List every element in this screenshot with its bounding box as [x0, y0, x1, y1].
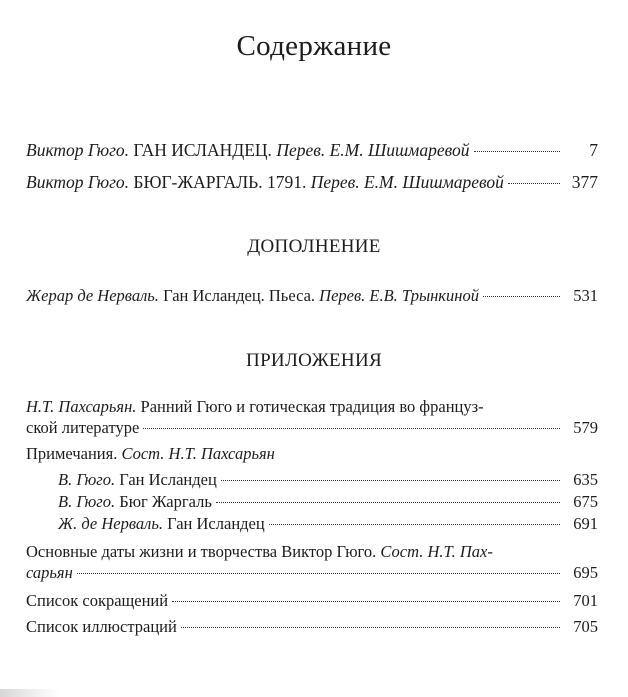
entry-work: БЮГ-ЖАРГАЛЬ. 1791. [133, 172, 307, 192]
page-title: Содержание [236, 30, 392, 62]
entry-compiler: Сост. Н.Т. Пахсарьян [121, 444, 275, 463]
entry-page: 635 [573, 470, 598, 489]
leader-dots [474, 151, 561, 152]
leader-dots [483, 296, 560, 297]
entry-page: 705 [573, 617, 598, 636]
entry-compiler: Сост. Н.Т. Пах- [380, 542, 493, 561]
leader-dots [77, 573, 560, 574]
entry-author: Виктор Гюго. [26, 140, 130, 160]
entry-label: Примечания. [26, 444, 118, 463]
entry-author: В. Гюго. [58, 470, 116, 489]
section-heading-appendix: ПРИЛОЖЕНИЯ [246, 350, 382, 371]
entry-work: Ган Исландец [167, 514, 265, 533]
entry-work: Ган Исландец [119, 470, 217, 489]
entry-author: Жерар де Нерваль. [26, 286, 159, 305]
entry-page: 691 [573, 514, 598, 533]
scan-edge-mark [0, 689, 60, 697]
entry-page: 377 [571, 172, 598, 192]
entry-work: Бюг Жаргаль [119, 492, 212, 511]
entry-author: Ж. де Нерваль. [58, 514, 163, 533]
entry-author: Н.Т. Пахсарьян. [26, 397, 137, 416]
toc-subentry-notes-gan[interactable] [58, 469, 598, 490]
leader-dots [172, 601, 560, 602]
entry-translator: Перев. Е.В. Трынкиной [319, 286, 479, 305]
entry-title-line2: сарьян [26, 563, 73, 582]
entry-label: Список сокращений [26, 591, 169, 610]
entry-author: В. Гюго. [58, 492, 116, 511]
toc-entry-nerval-play[interactable] [26, 285, 598, 306]
entry-page: 675 [573, 492, 598, 511]
entry-title-line2: ской литературе [26, 418, 140, 437]
toc-entry-abbreviations[interactable] [26, 590, 598, 611]
toc-entry-illustrations[interactable] [26, 616, 598, 637]
leader-dots [216, 502, 560, 503]
entry-title-line1: Основные даты жизни и творчества Виктор Гюго. [26, 542, 377, 561]
entry-page: 695 [573, 563, 598, 582]
entry-work: ГАН ИСЛАНДЕЦ. [133, 140, 272, 160]
entry-label: Список иллюстраций [26, 617, 177, 636]
entry-work: Ган Исландец. Пьеса. [163, 286, 316, 305]
entry-title-line1: Ранний Гюго и готическая традиция во француз- [140, 397, 484, 416]
toc-subentry-notes-nerval[interactable] [58, 513, 598, 534]
toc-entry-dates[interactable] [26, 541, 598, 583]
toc-subentry-notes-bug[interactable] [58, 491, 598, 512]
leader-dots [181, 627, 560, 628]
entry-page: 579 [573, 418, 598, 437]
entry-page: 531 [573, 286, 598, 305]
entry-page: 701 [573, 591, 598, 610]
leader-dots [143, 428, 560, 429]
leader-dots [221, 480, 560, 481]
entry-page: 7 [589, 140, 598, 160]
section-heading-addition: ДОПОЛНЕНИЕ [247, 236, 381, 257]
entry-author: Виктор Гюго. [26, 172, 130, 192]
toc-entry-essay[interactable] [26, 396, 598, 438]
toc-entry-notes[interactable] [26, 443, 598, 464]
entry-translator: Перев. Е.М. Шишмаревой [276, 140, 470, 160]
toc-entry-bug-jargal[interactable] [26, 172, 598, 193]
entry-translator: Перев. Е.М. Шишмаревой [310, 172, 504, 192]
leader-dots [269, 524, 560, 525]
toc-entry-gan-islandec[interactable] [26, 140, 598, 161]
leader-dots [508, 183, 560, 184]
